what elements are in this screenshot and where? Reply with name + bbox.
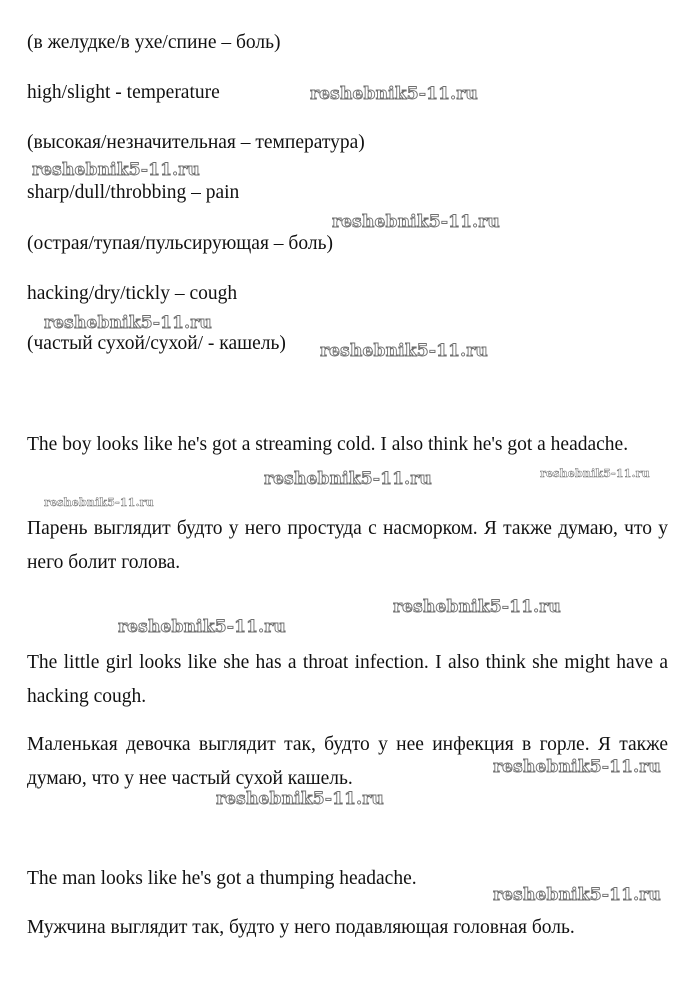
paragraph-man-ru: Мужчина выглядит так, будто у него подавляющая головная боль. xyxy=(27,917,575,938)
watermark: reshebnik5-11.ru xyxy=(493,885,661,905)
vocab-line-3: (высокая/незначительная – температура) xyxy=(27,132,365,153)
paragraph-boy-en: The boy looks like he's got a streaming cold. I also think he's got a headache. xyxy=(27,434,629,455)
vocab-line-1: (в желудке/в ухе/спине – боль) xyxy=(27,32,281,53)
watermark: reshebnik5-11.ru xyxy=(310,84,478,104)
watermark: reshebnik5-11.ru xyxy=(44,313,212,333)
watermark: reshebnik5-11.ru xyxy=(32,160,200,180)
watermark: reshebnik5-11.ru xyxy=(118,617,286,637)
paragraph-girl-en: The little girl looks like she has a throat infection. I also think she might have a hacking cough. xyxy=(27,652,668,707)
watermark: reshebnik5-11.ru xyxy=(264,469,432,489)
vocab-line-5: (острая/тупая/пульсирующая – боль) xyxy=(27,233,333,254)
vocab-line-2: high/slight - temperature xyxy=(27,82,220,103)
watermark: reshebnik5-11.ru xyxy=(332,212,500,232)
watermark: reshebnik5-11.ru xyxy=(216,789,384,809)
watermark: reshebnik5-11.ru xyxy=(493,757,661,777)
watermark: reshebnik5-11.ru xyxy=(393,597,561,617)
vocab-line-7: (частый сухой/сухой/ - кашель) xyxy=(27,333,286,354)
watermark: reshebnik5-11.ru xyxy=(320,341,488,361)
watermark: reshebnik5-11.ru xyxy=(44,496,154,509)
paragraph-girl-ru: Маленькая девочка выглядит так, будто у нее инфекция в горле. Я также думаю, что у нее частый сухой кашель. xyxy=(27,734,668,789)
paragraph-boy-ru: Парень выглядит будто у него простуда с насморком. Я также думаю, что у него болит голова. xyxy=(27,518,668,573)
watermark: reshebnik5-11.ru xyxy=(540,467,650,480)
paragraph-man-en: The man looks like he's got a thumping headache. xyxy=(27,868,417,889)
vocab-line-6: hacking/dry/tickly – cough xyxy=(27,283,238,304)
vocab-line-4: sharp/dull/throbbing – pain xyxy=(27,182,240,203)
